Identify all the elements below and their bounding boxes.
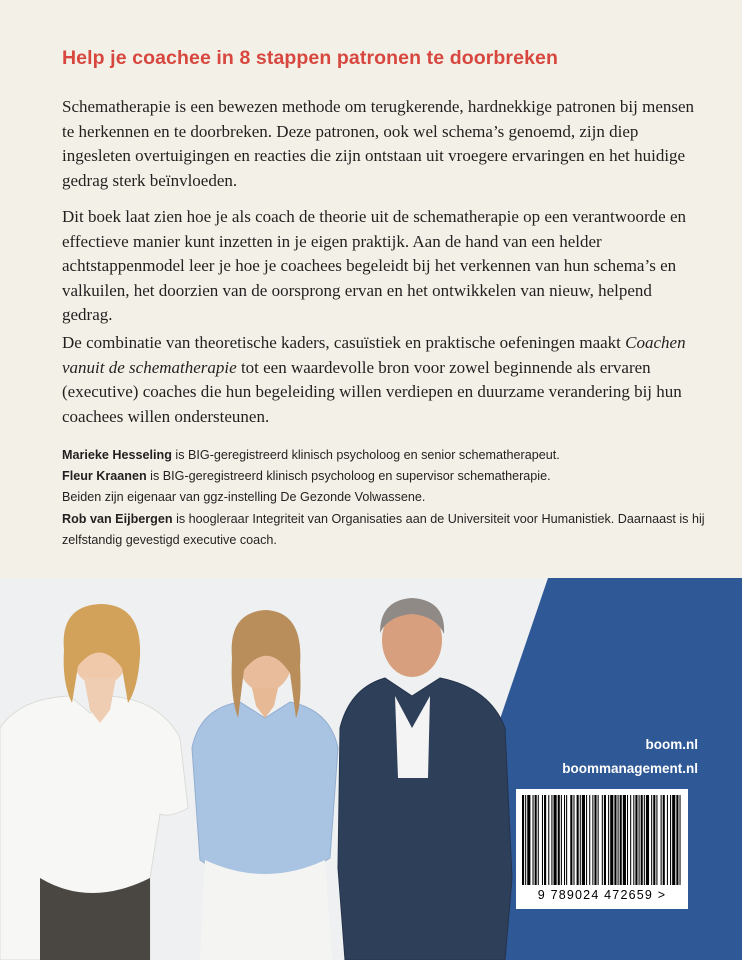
barcode-bar (573, 795, 574, 885)
barcode-bar (538, 795, 539, 885)
barcode-bar (614, 795, 616, 885)
author-bio (62, 466, 712, 487)
author-figure-right (338, 598, 512, 960)
author-bio (62, 487, 712, 508)
barcode-bar (548, 795, 549, 885)
isbn-barcode (516, 789, 688, 909)
barcode-bar (586, 795, 587, 885)
barcode-bars (516, 789, 688, 889)
barcode-bar (598, 795, 599, 885)
audience-text-pre: De combinatie van theoretische kaders, casuïstiek en praktische oefeningen maakt (62, 333, 626, 352)
barcode-bar (566, 795, 567, 885)
barcode-bar (551, 795, 552, 885)
barcode-bar (580, 795, 581, 885)
author-figure-left (0, 604, 188, 960)
barcode-bar (646, 795, 649, 885)
audience-text-post: tot een waardevolle bron voor zowel beginnende als ervaren (executive) coaches die hun begeleiding willen verdiepen en duurzame verandering bij hun coachees willen ondersteunen. (62, 357, 682, 426)
barcode-bar (661, 795, 662, 885)
author-bio-text: is hoogleraar Integriteit van Organisaties aan de Universiteit voor Humanistiek. Daarnaast is hij zelfstandig gevestigd executive coach. (62, 511, 705, 547)
barcode-bar (604, 795, 606, 885)
barcode-bar (635, 795, 637, 885)
barcode-bar (641, 795, 643, 885)
barcode-bar (561, 795, 562, 885)
barcode-bar (676, 795, 678, 885)
barcode-bar (653, 795, 655, 885)
barcode-bar (670, 795, 671, 885)
author-name: Fleur Kraanen (62, 469, 147, 484)
barcode-bar (663, 795, 665, 885)
barcode-bar (533, 795, 534, 885)
author-bio-text: is BIG-geregistreerd klinisch psycholoog en senior schematherapeut. (171, 448, 560, 462)
barcode-bar (651, 795, 652, 885)
website-link-boom[interactable]: boom.nl (645, 737, 698, 752)
barcode-bar (618, 795, 619, 885)
author-bio (62, 509, 712, 551)
barcode-bar (672, 795, 675, 885)
author-figure-middle (192, 610, 338, 960)
barcode-bar (633, 795, 634, 885)
barcode-bar (577, 795, 579, 885)
barcode-bar (535, 795, 537, 885)
method-paragraph: Dit boek laat zien hoe je als coach de theorie uit de schematherapie op een verantwoorde en effectieve manier kunt inzetten in je eigen praktijk. Aan de hand van een helder achtstappenmodel leer je hoe je coachees begeleidt bij het verkennen van hun schema’s en valkuilen, het doorzien van de oorsprong ervan en het ontwikkelen van nieuw, helpend gedrag. (62, 207, 687, 325)
barcode-bar (608, 795, 609, 885)
barcode-bar (570, 795, 572, 885)
barcode-bar (522, 795, 524, 885)
barcode-bar (544, 795, 546, 885)
author-bio-text: is BIG-geregistreerd klinisch psycholoog en supervisor schematherapie. (146, 469, 551, 484)
barcode-bar (627, 795, 628, 885)
barcode-bar (644, 795, 645, 885)
intro-paragraph: Schematherapie is een bewezen methode om terugkerende, hardnekkige patronen bij mensen te herkennen en te doorbreken. Deze patronen, ook wel schema’s genoemd, zijn diep ingesleten overtuigingen en reacties die zijn ontstaan uit vroegere ervaringen en het huidige gedrag sterk beïnvloeden. (62, 97, 695, 190)
author-bio-text: Beiden zijn eigenaar van ggz-instelling De Gezonde Volwassene. (62, 490, 426, 505)
barcode-bar (582, 795, 585, 885)
barcode-bar (620, 795, 622, 885)
barcode-bar (680, 795, 681, 885)
author-name: Rob van Eijbergen (62, 511, 173, 526)
barcode-bar (630, 795, 631, 885)
barcode-bar (589, 795, 590, 885)
cover-heading: Help je coachee in 8 stappen patronen te doorbreken (62, 47, 558, 69)
barcode-bar (594, 795, 596, 885)
website-link-boommanagement[interactable]: boommanagement.nl (562, 761, 698, 776)
barcode-bar (564, 795, 565, 885)
barcode-bar (542, 795, 543, 885)
author-bios (62, 445, 712, 551)
book-title-inline: Coachen vanuit de schematherapie (62, 333, 686, 377)
barcode-bar (525, 795, 526, 885)
barcode-bar (623, 795, 626, 885)
audience-paragraph (62, 331, 702, 429)
barcode-bar (656, 795, 657, 885)
barcode-bar (592, 795, 593, 885)
author-name: Marieke Hesseling (62, 448, 172, 462)
barcode-bar (558, 795, 560, 885)
barcode-bar (527, 795, 530, 885)
barcode-bar (610, 795, 613, 885)
barcode-bar (602, 795, 603, 885)
author-bio (62, 445, 712, 466)
barcode-bar (667, 795, 668, 885)
barcode-bar (639, 795, 640, 885)
barcode-bar (554, 795, 557, 885)
isbn-number: 9 789024 472659 > (537, 888, 667, 902)
